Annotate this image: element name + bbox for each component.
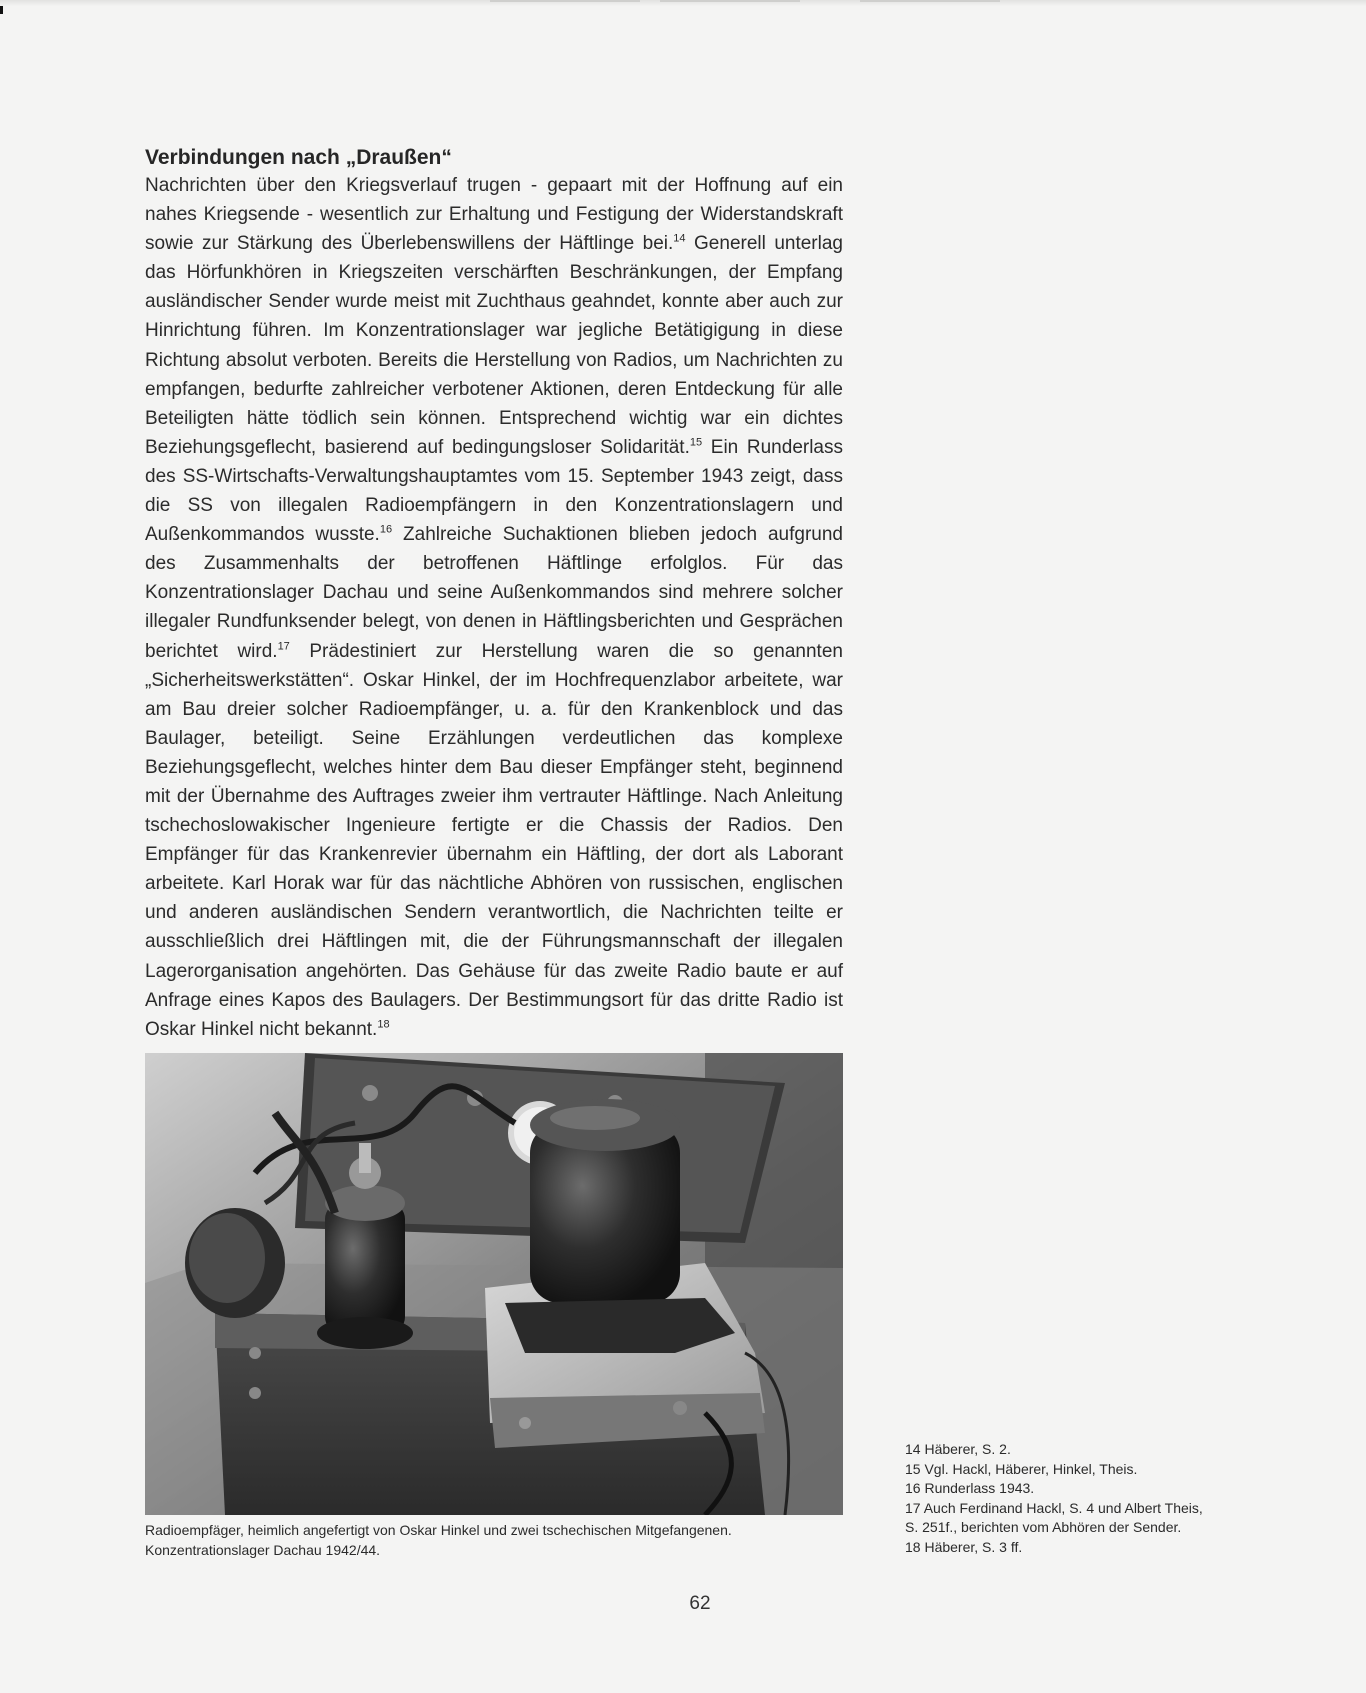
body-text: Zahlreiche Suchaktionen blieben jedoch aufgrund des Zusammenhalts der betroffenen Häftlinge erfolglos. Für das Konzentrationslager Dachau und seine Außenkommandos sind mehrere solcher illegaler Rundfunksender belegt, von denen in Häftlingsberichten und Gesprächen berichtet wird. — [145, 524, 843, 662]
footnote: 14 Häberer, S. 2. — [905, 1441, 1011, 1457]
footnote: 18 Häberer, S. 3 ff. — [905, 1538, 1023, 1555]
scan-rule — [860, 0, 1000, 2]
radio-receiver-photo — [145, 1053, 843, 1515]
footnote-ref[interactable]: 15 — [689, 436, 703, 449]
footnote: 15 Vgl. Hackl, Häberer, Hinkel, Theis. — [905, 1460, 1138, 1477]
figure-caption — [145, 1520, 845, 1560]
footnote-ref[interactable]: 18 — [377, 1018, 390, 1031]
footnote-ref[interactable]: 16 — [379, 523, 393, 536]
footnote-ref[interactable]: 17 — [277, 640, 290, 653]
body-text: Nachrichten über den Kriegsverlauf trugen - gepaart mit der Hoffnung auf ein nahes Kriegsende - wesentlich zur Erhaltung und Festigung der Widerstandskraft sowie zur Stärkung des Überlebenswillens der Häftlinge bei. — [145, 175, 843, 255]
caption-line: Radioempfäger, heimlich angefertigt von Oskar Hinkel und zwei tschechischen Mitgefangenen. — [145, 1522, 732, 1538]
footnotes — [905, 1440, 1245, 1557]
scan-rule — [660, 0, 800, 2]
footnote: 16 Runderlass 1943. — [905, 1480, 1035, 1496]
body-text: Ein Runderlass des SS-Wirtschafts-Verwaltungshauptamtes vom 15. September 1943 zeigt, dass die SS von illegalen Radioempfängern in den Konzentrationslagern und Außenkommandos wusste. — [145, 436, 844, 546]
figure-radio-photo — [145, 1053, 843, 1515]
scan-rule — [490, 0, 640, 2]
footnote: S. 251f., berichten vom Abhören der Sender. — [905, 1519, 1182, 1535]
caption-line: Konzentrationslager Dachau 1942/44. — [145, 1542, 381, 1558]
section-heading: Verbindungen nach „Draußen“ — [145, 146, 452, 169]
article-body — [145, 171, 843, 1044]
body-text: Generell unterlag das Hörfunkhören in Kriegszeiten verschärften Beschränkungen, der Empfang ausländischer Sender wurde meist mit Zuchthaus geahndet, konnte aber auch zur Hinrichtung führen. Im Konzentrationslager war jegliche Betätigigung in diese Richtung absolut verboten. Bereits die Herstellung von Radios, um Nachrichten zu empfangen, bedurfte zahlreicher verbotener Aktionen, deren Entdeckung für alle Beteiligten hätte tödlich sein können. Entsprechend wichtig war ein dichtes Beziehungsgeflecht, basierend auf bedingungsloser Solidarität. — [145, 233, 843, 458]
page-number: 62 — [689, 1593, 711, 1614]
scan-edge-mark — [0, 6, 3, 14]
footnote: 17 Auch Ferdinand Hackl, S. 4 und Albert Theis, — [905, 1499, 1203, 1516]
article — [145, 145, 843, 1044]
body-text: Prädestiniert zur Herstellung waren die so genannten „Sicherheitswerkstätten“. Oskar Hinkel, der im Hochfrequenzlabor arbeitete, war am Bau dreier solcher Radioempfänger, u. a. für den Krankenblock und das Baulager, beteiligt. Seine Erzählungen verdeutlichen das komplexe Beziehungsgeflecht, welches hinter dem Bau dieser Empfänger steht, beginnend mit der Übernahme des Auftrages zweier ihm vertrauter Häftlinge. Nach Anleitung tschechoslowakischer Ingenieure fertigte er die Chassis der Radios. Den Empfänger für das Krankenrevier übernahm ein Häftling, der dort als Laborant arbeitete. Karl Horak war für das nächtliche Abhören von russischen, englischen und anderen ausländischen Sendern verantwortlich, die Nachrichten teilte er ausschließlich drei Häftlingen mit, die der Führungsmannschaft der illegalen Lagerorganisation angehörten. Das Gehäuse für das zweite Radio baute er auf Anfrage eines Kapos des Baulagers. Der Bestimmungsort für das dritte Radio ist Oskar Hinkel nicht bekannt. — [145, 640, 843, 1040]
footnote-ref[interactable]: 14 — [673, 232, 686, 245]
